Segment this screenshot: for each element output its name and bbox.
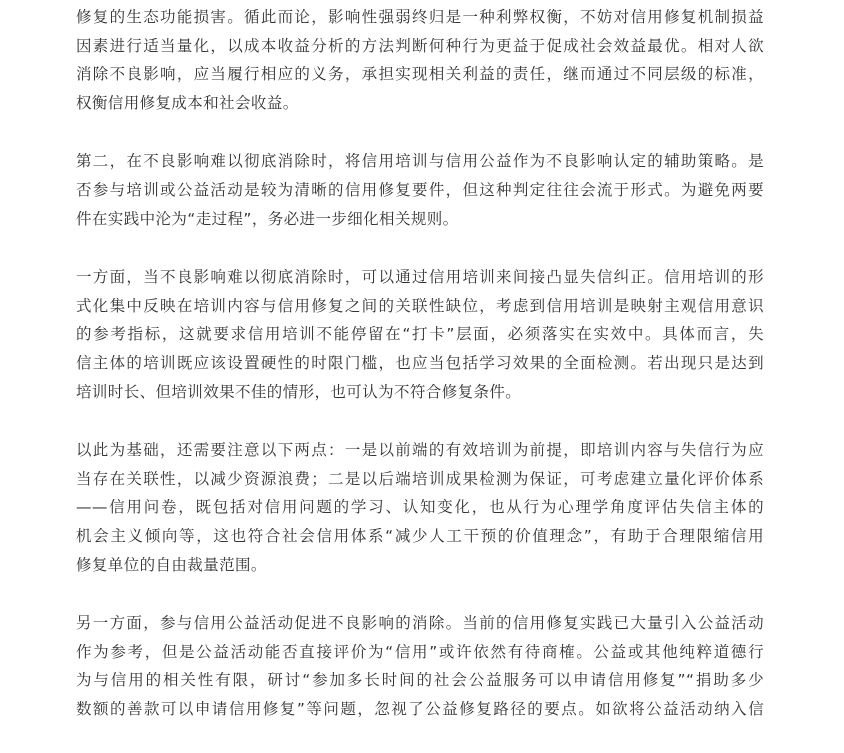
paragraph-1 — [76, 3, 764, 117]
text-line: 因素进行适当量化，以成本收益分析的方法判断何种行为更益于促成社会效益最优。相对人欲 — [76, 36, 764, 55]
text-line: 信主体的培训既应该设置硬性的时限门槛，也应当包括学习效果的全面检测。若出现只是达到 — [76, 353, 764, 372]
text-line: 机会主义倾向等，这也符合社会信用体系“减少人工干预的价值理念”，有助于合理限缩信用 — [76, 526, 764, 545]
text-line: 一方面，当不良影响难以彻底消除时，可以通过信用培训来间接凸显失信纠正。信用培训的形 — [76, 268, 764, 287]
paragraph-3 — [76, 263, 764, 406]
text-line: 当存在关联性，以减少资源浪费；二是以后端培训成果检测为保证，可考虑建立量化评价体系 — [76, 469, 764, 488]
text-line: 另一方面，参与信用公益活动促进不良影响的消除。当前的信用修复实践已大量引入公益活动 — [76, 614, 764, 633]
text-line: 件在实践中沦为“走过程”，务必进一步细化相关规则。 — [76, 209, 459, 228]
text-line: ——信用问卷，既包括对信用问题的学习、认知变化，也从行为心理学角度评估失信主体的 — [76, 498, 764, 517]
text-line: 权衡信用修复成本和社会收益。 — [76, 93, 299, 112]
text-line: 第二，在不良影响难以彻底消除时，将信用培训与信用公益作为不良影响认定的辅助策略。是 — [76, 152, 764, 171]
text-line: 作为参考，但是公益活动能否直接评价为“信用”或许依然有待商榷。公益或其他纯粹道德行 — [76, 642, 764, 661]
text-line: 为与信用的相关性有限，研讨“参加多长时间的社会公益服务可以申请信用修复”“捐助多少 — [76, 671, 764, 690]
paragraph-5 — [76, 609, 764, 723]
paragraph-4 — [76, 436, 764, 579]
text-line: 修复的生态功能损害。循此而论，影响性强弱终归是一种利弊权衡，不妨对信用修复机制损益 — [76, 8, 764, 26]
paragraph-2 — [76, 147, 764, 233]
text-line: 式化集中反映在培训内容与信用修复之间的关联性缺位，考虑到信用培训是映射主观信用意识 — [76, 296, 764, 315]
text-line: 培训时长、但培训效果不佳的情形，也可认为不符合修复条件。 — [76, 382, 522, 401]
text-line: 修复单位的自由裁量范围。 — [76, 555, 267, 574]
text-line: 的参考指标，这就要求信用培训不能停留在“打卡”层面，必须落实在实效中。具体而言，失 — [76, 325, 764, 344]
text-line: 数额的善款可以申请信用修复”等问题，忽视了公益修复路径的要点。如欲将公益活动纳入信 — [76, 699, 764, 718]
text-line: 以此为基础，还需要注意以下两点：一是以前端的有效培训为前提，即培训内容与失信行为应 — [76, 441, 764, 460]
article-body — [76, 0, 764, 753]
text-line: 消除不良影响，应当履行相应的义务，承担实现相关利益的责任，继而通过不同层级的标准， — [76, 65, 764, 84]
text-line: 否参与培训或公益活动是较为清晰的信用修复要件，但这种判定往往会流于形式。为避免两要 — [76, 180, 764, 199]
